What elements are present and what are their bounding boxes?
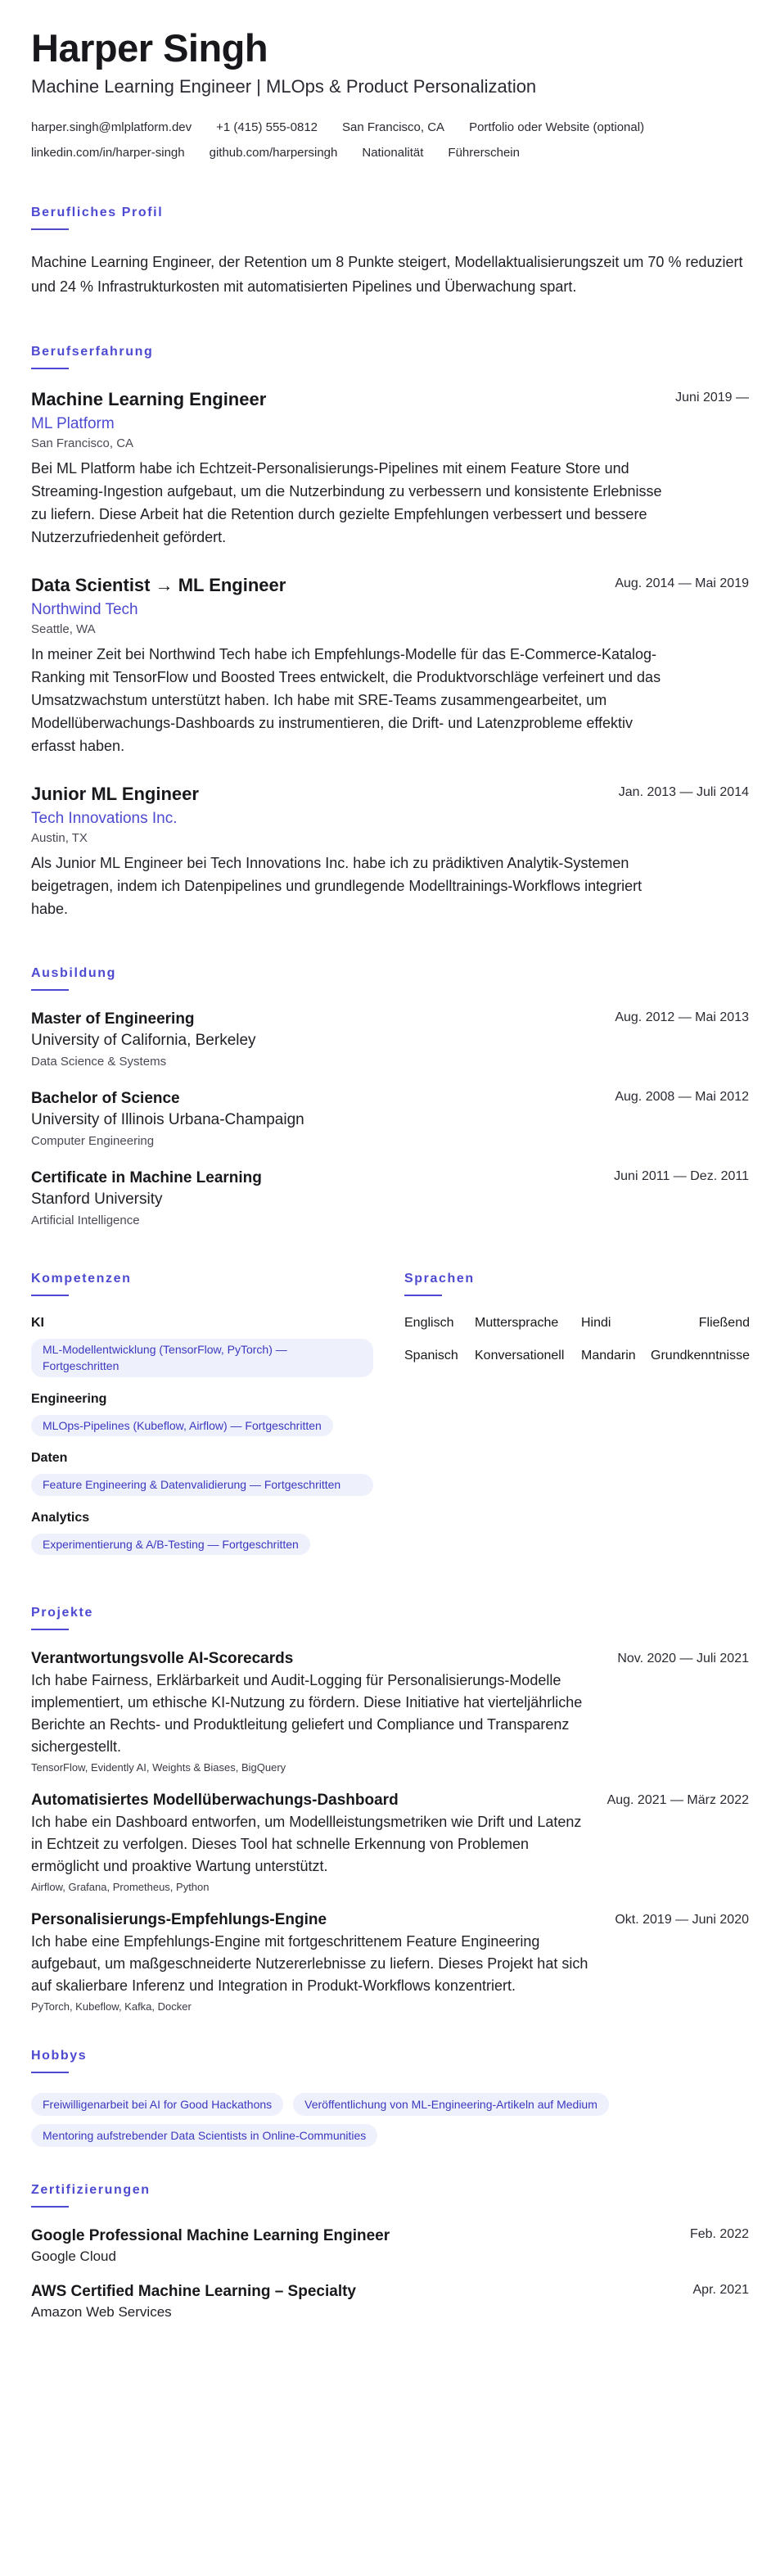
- hobbies-list: [31, 2093, 751, 2147]
- education-heading: Ausbildung: [31, 966, 116, 981]
- projects-heading: Projekte: [31, 1606, 93, 1620]
- hobby-pill: Mentoring aufstrebender Data Scientists in Online-Communities: [31, 2124, 377, 2147]
- skills-languages-row: [31, 1249, 749, 1570]
- skill-group: [31, 1511, 373, 1555]
- education-field: Artificial Intelligence: [31, 1213, 140, 1228]
- education-date: Juni 2011 — Dez. 2011: [614, 1169, 749, 1184]
- language-name: Hindi: [581, 1316, 611, 1331]
- section-divider: [31, 2206, 69, 2208]
- experience-date: Juni 2019 —: [675, 391, 749, 405]
- project-entry: [31, 1792, 749, 1893]
- education-field: Data Science & Systems: [31, 1055, 167, 1069]
- language-level: Fließend: [698, 1316, 750, 1331]
- certification-issuer: Google Cloud: [31, 2248, 116, 2265]
- contact-nationality: Nationalität: [362, 146, 424, 160]
- education-entry: [31, 1090, 749, 1148]
- certification-name: AWS Certified Machine Learning – Specialty: [31, 2283, 356, 2301]
- skill-category: Daten: [31, 1451, 68, 1466]
- hobbies-heading: Hobbys: [31, 2049, 88, 2063]
- contact-phone[interactable]: +1 (415) 555-0812: [216, 120, 318, 135]
- education-school: University of Illinois Urbana-Champaign: [31, 1111, 304, 1129]
- language-level: Konversationell: [475, 1349, 565, 1363]
- project-tech: Airflow, Grafana, Prometheus, Python: [31, 1881, 210, 1894]
- skill-group: [31, 1316, 373, 1377]
- skill-group: [31, 1451, 373, 1496]
- hobby-pill: Veröffentlichung von ML-Engineering-Artikeln auf Medium: [293, 2093, 609, 2116]
- skill-group: [31, 1392, 373, 1436]
- profile-text: Machine Learning Engineer, der Retention um 8 Punkte steigert, Modellaktualisierungszeit um 70 % reduziert und 24 % Infrastrukturkosten mit automatisierten Pipelines und Überwachung spart.: [31, 254, 743, 296]
- profile-heading: Berufliches Profil: [31, 206, 164, 220]
- project-description: Ich habe ein Dashboard entworfen, um Modellleistungsmetriken wie Drift und Latenz in Echtzeit zu verfolgen. Dieses Tool hat schnelle Erkennung von Problemen ermöglicht und proaktive Wartung unterstützt.: [31, 1814, 582, 1875]
- experience-title: Junior ML Engineer: [31, 784, 199, 805]
- experience-entry: [31, 575, 749, 757]
- education-degree: Certificate in Machine Learning: [31, 1169, 262, 1187]
- language-row: [404, 1316, 750, 1331]
- contact-portfolio[interactable]: Portfolio oder Website (optional): [469, 120, 645, 135]
- candidate-title: Machine Learning Engineer | MLOps & Product Personalization: [31, 76, 537, 97]
- skill-category: Engineering: [31, 1392, 107, 1407]
- contact-list: [31, 120, 751, 160]
- experience-heading: Berufserfahrung: [31, 345, 154, 359]
- contact-linkedin[interactable]: linkedin.com/in/harper-singh: [31, 146, 185, 160]
- experience-date: Jan. 2013 — Juli 2014: [618, 785, 749, 800]
- section-divider: [31, 368, 69, 369]
- certifications-heading: Zertifizierungen: [31, 2183, 151, 2198]
- education-date: Aug. 2008 — Mai 2012: [615, 1090, 749, 1105]
- project-date: Okt. 2019 — Juni 2020: [615, 1913, 749, 1927]
- language-row: [404, 1349, 750, 1363]
- education-field: Computer Engineering: [31, 1134, 155, 1149]
- skill-pill: Feature Engineering & Datenvalidierung — Fortgeschritten: [31, 1474, 373, 1496]
- skill-pill: Experimentierung & A/B-Testing — Fortgeschritten: [31, 1534, 310, 1555]
- education-entry: [31, 1169, 749, 1227]
- education-degree: Bachelor of Science: [31, 1090, 180, 1108]
- certification-entry: [31, 2283, 749, 2321]
- education-degree: Master of Engineering: [31, 1010, 195, 1028]
- hobby-pill: Freiwilligenarbeit bei AI for Good Hackathons: [31, 2093, 283, 2116]
- section-divider: [31, 1629, 69, 1630]
- languages-heading: Sprachen: [404, 1272, 475, 1286]
- section-divider: [404, 1295, 442, 1296]
- experience-title: Data Scientist → ML Engineer: [31, 575, 286, 596]
- project-date: Aug. 2021 — März 2022: [606, 1793, 749, 1808]
- experience-description: Bei ML Platform habe ich Echtzeit-Personalisierungs-Pipelines mit einem Feature Store und Streaming-Ingestion aufgebaut, um die Nutzerbindung zu verbessern und konsistente Erlebnisse zu liefern. Diese Arbeit hat die Retention durch gezielte Empfehlungen verbessert und bessere Nutzerzufriedenheit gefördert.: [31, 460, 662, 546]
- contact-location: San Francisco, CA: [342, 120, 445, 135]
- contact-github[interactable]: github.com/harpersingh: [209, 146, 338, 160]
- section-divider: [31, 228, 69, 230]
- certification-date: Apr. 2021: [692, 2283, 749, 2298]
- project-entry: [31, 1911, 749, 2013]
- project-title: Automatisiertes Modellüberwachungs-Dashboard: [31, 1792, 399, 1810]
- section-divider: [31, 2072, 69, 2073]
- education-school: University of California, Berkeley: [31, 1032, 256, 1050]
- skill-pill: ML-Modellentwicklung (TensorFlow, PyTorch) — Fortgeschritten: [31, 1339, 373, 1377]
- experience-description: In meiner Zeit bei Northwind Tech habe ich Empfehlungs-Modelle für das E-Commerce-Katalog-Ranking mit TensorFlow und Boosted Trees entwickelt, die Produktvorschläge verfeinert und das Umsatzwachstum unterstützt haben. Ich habe mit SRE-Teams zusammengearbeitet, um Modellüberwachungs-Dashboards zu instrumentieren, die Drift- und Latenzprobleme effektiv erfasst haben.: [31, 646, 661, 755]
- skill-category: Analytics: [31, 1511, 90, 1525]
- project-tech: PyTorch, Kubeflow, Kafka, Docker: [31, 2000, 192, 2013]
- experience-location: San Francisco, CA: [31, 436, 134, 451]
- language-name: Mandarin: [581, 1349, 636, 1363]
- section-divider: [31, 989, 69, 991]
- contact-license: Führerschein: [448, 146, 520, 160]
- project-title: Verantwortungsvolle AI-Scorecards: [31, 1650, 294, 1668]
- experience-company: Tech Innovations Inc.: [31, 810, 178, 828]
- language-name: Spanisch: [404, 1349, 458, 1363]
- skill-category: KI: [31, 1316, 44, 1331]
- project-description: Ich habe Fairness, Erklärbarkeit und Audit-Logging für Personalisierungs-Modelle implementiert, um ethische KI-Nutzung zu fördern. Diese Initiative hat vierteljährliche Berichte an Rechts- und Produktleitung geliefert und Compliance und Transparenz sichergestellt.: [31, 1672, 583, 1756]
- certification-name: Google Professional Machine Learning Engineer: [31, 2227, 390, 2245]
- languages-column: [404, 1249, 750, 1570]
- experience-entry: [31, 784, 749, 920]
- language-level: Muttersprache: [475, 1316, 559, 1331]
- skills-column: [31, 1249, 373, 1570]
- experience-title: Machine Learning Engineer: [31, 389, 267, 410]
- project-tech: TensorFlow, Evidently AI, Weights & Biases, BigQuery: [31, 1761, 286, 1774]
- section-divider: [31, 1295, 69, 1296]
- skill-pill: MLOps-Pipelines (Kubeflow, Airflow) — Fortgeschritten: [31, 1415, 333, 1436]
- certification-issuer: Amazon Web Services: [31, 2304, 172, 2321]
- education-date: Aug. 2012 — Mai 2013: [615, 1010, 749, 1025]
- project-date: Nov. 2020 — Juli 2021: [617, 1652, 749, 1666]
- experience-location: Seattle, WA: [31, 622, 96, 637]
- experience-company: ML Platform: [31, 415, 115, 433]
- project-description: Ich habe eine Empfehlungs-Engine mit fortgeschrittenem Feature Engineering aufgebaut, um maßgeschneiderte Nutzererlebnisse zu liefern. Dieses Projekt hat sich auf skalierbare Inferenz und Integration in Produkt-Workflows konzentriert.: [31, 1933, 588, 1995]
- certification-date: Feb. 2022: [689, 2227, 749, 2242]
- project-entry: [31, 1650, 749, 1774]
- certification-entry: [31, 2227, 749, 2265]
- experience-company: Northwind Tech: [31, 601, 138, 619]
- education-entry: [31, 1010, 749, 1069]
- experience-description: Als Junior ML Engineer bei Tech Innovations Inc. habe ich zu prädiktiven Analytik-Systemen beigetragen, indem ich Datenpipelines und grundlegende Modelltrainings-Workflows integriert habe.: [31, 855, 642, 918]
- contact-email[interactable]: harper.singh@mlplatform.dev: [31, 120, 192, 135]
- language-level: Grundkenntnisse: [651, 1349, 750, 1363]
- education-school: Stanford University: [31, 1191, 163, 1209]
- project-title: Personalisierungs-Empfehlungs-Engine: [31, 1911, 327, 1929]
- experience-entry: [31, 389, 749, 549]
- candidate-name: Harper Singh: [31, 26, 268, 70]
- experience-location: Austin, TX: [31, 831, 88, 846]
- skills-heading: Kompetenzen: [31, 1272, 132, 1286]
- experience-date: Aug. 2014 — Mai 2019: [615, 576, 749, 591]
- language-name: Englisch: [404, 1316, 454, 1331]
